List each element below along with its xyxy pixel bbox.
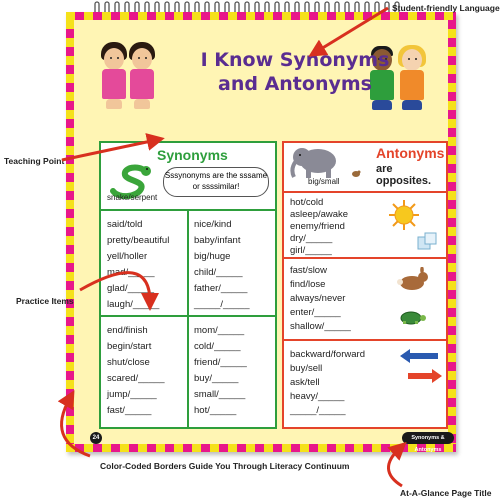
synonym-item: small/_____ [194, 389, 246, 400]
antonym-item: always/never [290, 293, 346, 304]
callout-practice-items: Practice Items [16, 296, 74, 306]
antonym-item: backward/forward [290, 349, 365, 360]
arrow-student-friendly [316, 8, 388, 52]
synonym-item: glad/_____ [107, 283, 155, 294]
antonym-example: big/small [308, 177, 340, 186]
synonym-item: cold/_____ [194, 341, 241, 352]
synonym-item: child/_____ [194, 267, 243, 278]
synonym-item: mom/_____ [194, 325, 245, 336]
antonym-item: asleep/awake [290, 209, 349, 220]
synonym-item: yell/holler [107, 251, 148, 262]
synonym-item: laugh/_____ [107, 299, 160, 310]
antonym-item: _____/_____ [290, 405, 346, 416]
arrow-practice-items [80, 273, 150, 302]
callout-color-coded: Color-Coded Borders Guide You Through Literacy Continuum [100, 461, 350, 471]
antonym-item: fast/slow [290, 265, 327, 276]
callout-teaching-point: Teaching Point [4, 156, 65, 166]
page-number: 24 [90, 432, 102, 444]
callout-at-a-glance: At-A-Glance Page Title [400, 488, 492, 498]
arrow-at-a-glance [388, 448, 402, 486]
synonym-item: mad/_____ [107, 267, 155, 278]
synonym-item: big/huge [194, 251, 231, 262]
antonym-item: shallow/_____ [290, 321, 351, 332]
speech-bubble: Sssynonyms are the sssame or ssssimilar! [163, 167, 269, 197]
antonyms-subheader: are opposites. [376, 163, 432, 187]
antonym-item: buy/sell [290, 363, 323, 374]
synonym-example: snake/serpent [107, 193, 158, 202]
synonym-item: end/finish [107, 325, 148, 336]
synonym-item: begin/start [107, 341, 152, 352]
synonym-item: father/_____ [194, 283, 248, 294]
synonym-item: scared/_____ [107, 373, 165, 384]
synonyms-header: Synonyms [157, 147, 228, 163]
synonym-item: baby/infant [194, 235, 241, 246]
antonym-item: heavy/_____ [290, 391, 345, 402]
footer-page-title: Synonyms & Antonyms [402, 432, 454, 444]
arrow-color-coded [62, 398, 90, 456]
antonym-item: girl/_____ [290, 245, 332, 256]
synonym-item: _____/_____ [194, 299, 250, 310]
antonym-item: enter/_____ [290, 307, 341, 318]
antonym-item: ask/tell [290, 377, 320, 388]
synonym-item: nice/kind [194, 219, 232, 230]
synonym-item: said/told [107, 219, 143, 230]
callout-student-friendly: Student-friendly Language [392, 3, 500, 13]
antonym-item: hot/cold [290, 197, 324, 208]
title-line-2: and Antonyms [218, 73, 372, 95]
antonyms-header: Antonyms [376, 145, 445, 161]
synonym-item: shut/close [107, 357, 150, 368]
synonym-item: pretty/beautiful [107, 235, 170, 246]
synonym-item: friend/_____ [194, 357, 247, 368]
title-line-1: I Know Synonyms [200, 49, 390, 71]
antonym-item: find/lose [290, 279, 326, 290]
synonym-item: jump/_____ [107, 389, 157, 400]
synonym-item: buy/_____ [194, 373, 239, 384]
synonym-item: fast/_____ [107, 405, 152, 416]
antonym-item: enemy/friend [290, 221, 345, 232]
synonym-item: hot/_____ [194, 405, 237, 416]
antonym-item: dry/_____ [290, 233, 333, 244]
arrow-teaching-point [62, 140, 156, 160]
